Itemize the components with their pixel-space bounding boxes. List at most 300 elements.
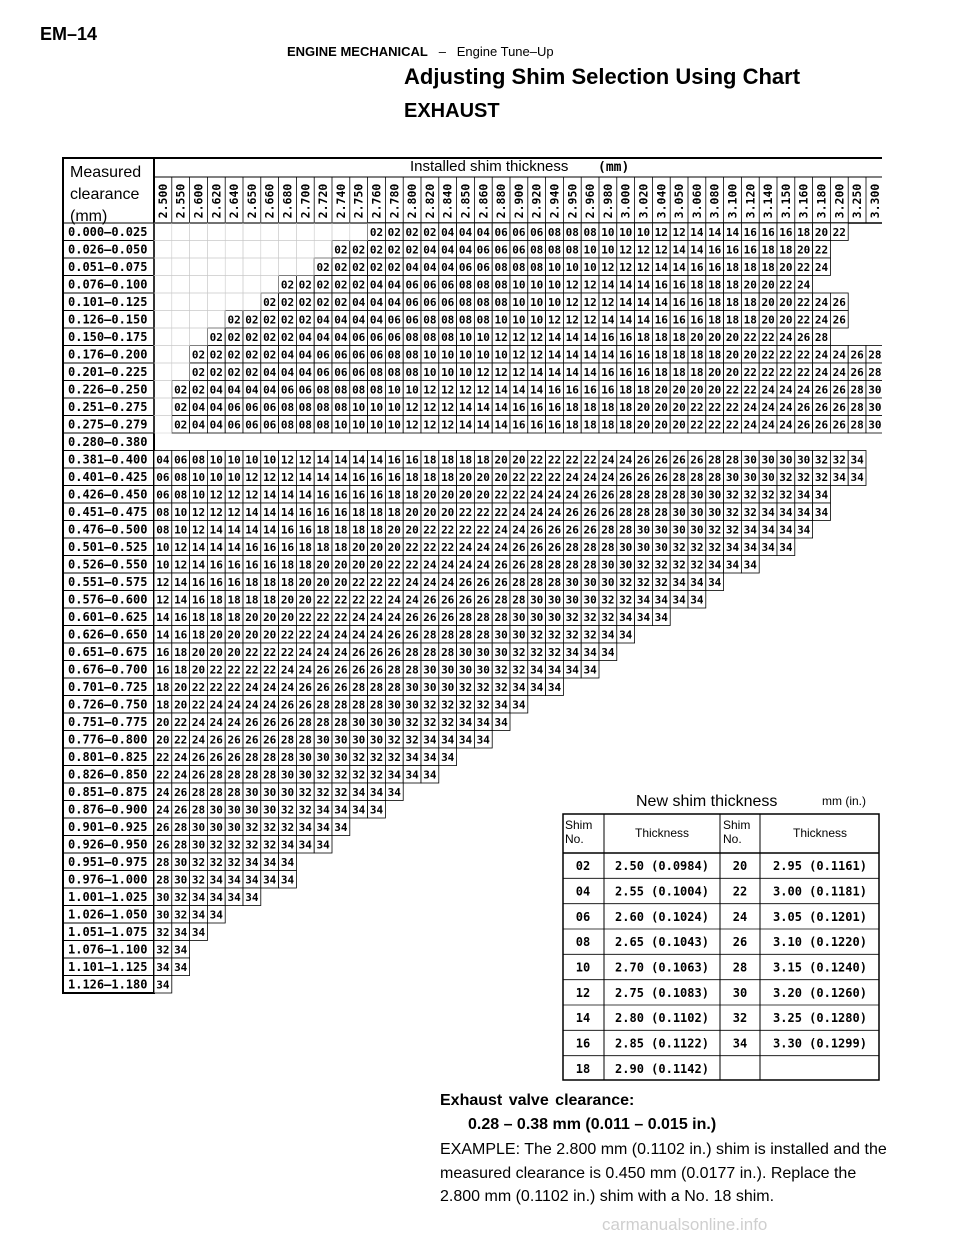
- cell-value: 22: [530, 471, 544, 484]
- cell-value: 28: [263, 751, 277, 764]
- cell-value: 18: [583, 401, 597, 414]
- cell-value: 26: [174, 786, 188, 799]
- cell-value: 12: [441, 383, 455, 397]
- cell-value: 10: [547, 296, 562, 309]
- cell-value: 14: [601, 278, 615, 292]
- cell-value: 12: [441, 401, 455, 414]
- cell-value: 10: [583, 261, 597, 274]
- cell-value: 26: [441, 611, 455, 624]
- cell-value: 26: [423, 611, 437, 624]
- cell-value: 30: [672, 506, 686, 519]
- cell-value: 28: [156, 873, 170, 887]
- empty-cell: [314, 223, 332, 241]
- row-label: 0.751–0.775: [68, 715, 148, 729]
- cell-value: 06: [316, 348, 330, 362]
- cell-value: 16: [601, 331, 615, 344]
- row-label: 0.201–0.225: [68, 365, 148, 379]
- cell-value: 32: [316, 786, 330, 799]
- cell-value: 08: [547, 226, 562, 239]
- cell-value: 16: [690, 296, 704, 309]
- cell-value: 30: [743, 453, 757, 467]
- cell-value: 24: [476, 558, 490, 572]
- cell-value: 18: [209, 611, 223, 624]
- cell-value: 32: [636, 576, 651, 589]
- cell-value: 32: [601, 611, 615, 624]
- cell-value: 30: [601, 576, 615, 589]
- cell-value: 24: [458, 558, 473, 572]
- cell-value: 22: [725, 401, 740, 414]
- cell-value: 22: [797, 366, 811, 379]
- cell-value: 20: [352, 541, 366, 554]
- cell-value: 18: [654, 348, 668, 362]
- cell-value: 32: [708, 523, 722, 537]
- cell-value: 22: [352, 593, 366, 607]
- empty-cell: [172, 258, 190, 276]
- cell-value: 14: [245, 523, 259, 537]
- cell-value: 14: [619, 313, 633, 327]
- cell-value: 18: [619, 401, 633, 414]
- cell-value: 14: [263, 523, 277, 537]
- cell-value: 14: [708, 226, 722, 239]
- cell-value: 22: [316, 593, 330, 607]
- cell-value: 34: [743, 541, 757, 554]
- cell-value: 32: [779, 471, 793, 484]
- cell-value: 02: [227, 348, 241, 362]
- cell-value: 10: [565, 261, 579, 274]
- cell-value: 12: [191, 523, 206, 537]
- cell-value: 16: [334, 488, 348, 502]
- cell-value: 28: [601, 541, 615, 554]
- cell-value: 28: [352, 681, 366, 694]
- cell-value: 22: [387, 558, 401, 572]
- cell-value: 32: [441, 716, 455, 729]
- row-label: 0.551–0.575: [68, 575, 148, 589]
- cell-value: 28: [245, 768, 259, 782]
- cell-value: 12: [245, 471, 259, 484]
- row-label: 0.150–0.175: [68, 330, 148, 344]
- cell-value: 04: [298, 348, 312, 362]
- cell-value: 14: [530, 383, 544, 397]
- cell-value: 34: [387, 768, 401, 782]
- cell-value: 14: [458, 401, 473, 414]
- cell-value: 28: [619, 488, 633, 502]
- cell-value: 26: [832, 418, 846, 432]
- row-label: 0.701–0.725: [68, 680, 148, 694]
- cell-value: 34: [156, 978, 170, 992]
- cell-value: 28: [494, 611, 508, 624]
- empty-cell: [154, 311, 172, 329]
- cell-value: 22: [174, 733, 188, 747]
- cell-value: 08: [565, 243, 579, 257]
- empty-cell: [172, 276, 190, 294]
- cell-value: 24: [423, 576, 437, 589]
- column-label: 3.250: [850, 183, 865, 219]
- cell-value: 04: [441, 226, 455, 239]
- row-label: 0.776–0.800: [68, 732, 148, 747]
- cell-value: 28: [423, 646, 437, 659]
- cell-value: 22: [316, 611, 330, 624]
- cell-value: 14: [530, 366, 544, 379]
- cell-value: 16: [209, 558, 223, 572]
- empty-cell: [332, 223, 350, 241]
- cell-value: 26: [263, 733, 277, 747]
- cell-value: 22: [423, 541, 437, 554]
- page-subtitle: EXHAUST: [404, 100, 500, 122]
- cell-value: 08: [458, 313, 473, 327]
- cell-value: 16: [672, 278, 686, 292]
- cell-value: 32: [708, 541, 722, 554]
- cell-value: 28: [369, 698, 384, 712]
- cell-value: 18: [423, 453, 437, 467]
- cell-value: 24: [405, 576, 419, 589]
- column-label: 2.600: [191, 183, 206, 219]
- cell-value: 20: [690, 383, 704, 397]
- cell-value: 34: [245, 856, 259, 869]
- cell-value: 30: [761, 453, 775, 467]
- cell-value: 18: [316, 541, 330, 554]
- cell-value: 08: [280, 418, 295, 432]
- cell-value: 14: [476, 401, 490, 414]
- empty-cell: [154, 363, 172, 381]
- cell-value: 20: [387, 541, 401, 554]
- cell-value: 14: [583, 366, 597, 379]
- cell-value: 32: [654, 558, 668, 572]
- column-label: 3.140: [761, 183, 776, 219]
- cell-value: 16: [352, 471, 366, 484]
- cell-value: 16: [779, 226, 793, 239]
- column-label: 2.900: [511, 183, 526, 219]
- empty-cell: [172, 293, 190, 311]
- empty-cell: [154, 258, 172, 276]
- cell-value: 16: [156, 663, 170, 677]
- cell-value: 14: [565, 348, 579, 362]
- cell-value: 16: [369, 471, 384, 484]
- cell-value: 14: [601, 313, 615, 327]
- cell-value: 30: [601, 558, 615, 572]
- cell-value: 08: [369, 366, 384, 379]
- cell-value: 26: [619, 471, 633, 484]
- cell-value: 32: [174, 891, 188, 904]
- cell-value: 22: [298, 628, 312, 642]
- cell-value: 34: [476, 716, 490, 729]
- row-label: 1.026–1.050: [68, 907, 148, 922]
- cell-value: 20: [779, 261, 793, 274]
- cell-value: 32: [423, 716, 437, 729]
- cell-value: 06: [512, 226, 526, 239]
- cell-value: 28: [601, 523, 615, 537]
- cell-value: 34: [654, 593, 668, 607]
- cell-value: 14: [690, 243, 704, 257]
- row-label: 0.601–0.625: [68, 610, 148, 624]
- cell-value: 30: [654, 523, 668, 537]
- cell-value: 10: [174, 506, 188, 519]
- cell-value: 24: [547, 506, 562, 519]
- watermark: carmanualsonline.info: [602, 1215, 768, 1234]
- cell-value: 18: [797, 226, 811, 239]
- cell-value: 32: [725, 488, 740, 502]
- column-label: 2.640: [227, 183, 242, 219]
- cell-value: 18: [743, 261, 757, 274]
- cell-value: 10: [530, 278, 544, 292]
- cell-value: 16: [761, 226, 775, 239]
- cell-value: 16: [263, 558, 277, 572]
- cell-value: 04: [334, 331, 348, 344]
- row-label: 0.826–0.850: [68, 767, 148, 782]
- cell-value: 04: [227, 383, 241, 397]
- empty-cell: [243, 223, 261, 241]
- cell-value: 16: [245, 558, 259, 572]
- cell-value: 02: [245, 331, 259, 344]
- cell-value: 28: [814, 331, 829, 344]
- cell-value: 14: [654, 296, 668, 309]
- column-label: 3.020: [636, 183, 651, 219]
- cell-value: 32: [298, 803, 312, 817]
- cell-value: 04: [387, 278, 401, 292]
- cell-value: 34: [814, 488, 829, 502]
- cell-value: 34: [512, 698, 526, 712]
- cell-value: 10: [476, 348, 490, 362]
- shim-thickness: 3.15 (0.1240): [773, 960, 867, 975]
- cell-value: 34: [725, 558, 740, 572]
- empty-cell: [154, 381, 172, 399]
- cell-value: 22: [334, 611, 348, 624]
- cell-value: 08: [405, 348, 419, 362]
- cell-value: 30: [156, 908, 170, 922]
- chart-column-axis-unit: (mm): [598, 160, 630, 175]
- column-label: 2.680: [280, 183, 295, 219]
- cell-value: 32: [743, 506, 757, 519]
- cell-value: 20: [512, 453, 526, 467]
- cell-value: 24: [334, 646, 348, 659]
- cell-value: 10: [423, 366, 437, 379]
- cell-value: 04: [476, 226, 490, 239]
- cell-value: 30: [868, 401, 882, 414]
- cell-value: 26: [334, 681, 348, 694]
- cell-value: 32: [316, 768, 330, 782]
- cell-value: 30: [227, 803, 241, 817]
- cell-value: 24: [227, 698, 241, 712]
- column-label: 3.160: [796, 183, 811, 219]
- cell-value: 18: [725, 313, 740, 327]
- cell-value: 02: [334, 243, 348, 257]
- cell-value: 22: [779, 366, 793, 379]
- cell-value: 16: [547, 418, 562, 432]
- cell-value: 18: [690, 278, 704, 292]
- cell-value: 30: [458, 663, 473, 677]
- cell-value: 12: [298, 453, 312, 467]
- cell-value: 22: [761, 366, 775, 379]
- cell-value: 18: [191, 611, 206, 624]
- cell-value: 14: [565, 331, 579, 344]
- cell-value: 28: [423, 628, 437, 642]
- cell-value: 28: [209, 786, 223, 799]
- cell-value: 30: [725, 471, 740, 484]
- shim-number: 20: [732, 859, 748, 874]
- cell-value: 20: [743, 278, 757, 292]
- cell-value: 18: [227, 593, 241, 607]
- cell-value: 16: [636, 348, 651, 362]
- cell-value: 24: [441, 558, 455, 572]
- cell-value: 18: [565, 401, 579, 414]
- cell-value: 26: [458, 593, 473, 607]
- cell-value: 26: [476, 576, 490, 589]
- row-label: 0.426–0.450: [68, 487, 148, 502]
- row-label: 0.226–0.250: [68, 382, 148, 397]
- cell-value: 32: [725, 523, 740, 537]
- cell-value: 12: [530, 331, 544, 344]
- cell-value: 12: [245, 488, 259, 502]
- cell-value: 18: [601, 418, 615, 432]
- cell-value: 10: [512, 313, 526, 327]
- cell-value: 02: [280, 278, 295, 292]
- cell-value: 06: [423, 278, 437, 292]
- cell-value: 20: [672, 383, 686, 397]
- cell-value: 22: [263, 663, 277, 677]
- cell-value: 26: [191, 751, 206, 764]
- cell-value: 32: [263, 821, 277, 834]
- cell-value: 18: [209, 593, 223, 607]
- cell-value: 22: [441, 523, 455, 537]
- cell-value: 26: [636, 471, 651, 484]
- cell-value: 22: [227, 681, 241, 694]
- row-label: 0.726–0.750: [68, 697, 148, 712]
- column-label: 2.720: [316, 183, 331, 219]
- cell-value: 30: [672, 523, 686, 537]
- cell-value: 24: [494, 541, 508, 554]
- cell-value: 04: [369, 278, 384, 292]
- cell-value: 22: [245, 663, 259, 677]
- cell-value: 04: [423, 261, 437, 274]
- cell-value: 14: [476, 418, 490, 432]
- cell-value: 08: [494, 278, 508, 292]
- cell-value: 18: [423, 471, 437, 484]
- cell-value: 34: [174, 926, 188, 939]
- cell-value: 24: [832, 366, 846, 379]
- cell-value: 20: [494, 471, 508, 484]
- cell-value: 10: [352, 418, 366, 432]
- cell-value: 12: [636, 243, 651, 257]
- cell-value: 02: [245, 366, 259, 379]
- cell-value: 16: [725, 243, 740, 257]
- row-label: 1.076–1.100: [68, 942, 148, 957]
- cell-value: 32: [636, 558, 651, 572]
- spec-value: 0.28 – 0.38 mm (0.011 – 0.015 in.): [468, 1116, 717, 1133]
- cell-value: 08: [530, 261, 544, 274]
- cell-value: 30: [441, 681, 455, 694]
- chart-row-axis-label: Measured clearance (mm): [70, 164, 142, 225]
- cell-value: 24: [245, 681, 259, 694]
- column-label: 2.980: [600, 183, 615, 219]
- cell-value: 12: [494, 331, 508, 344]
- cell-value: 08: [369, 383, 384, 397]
- cell-value: 16: [156, 646, 170, 659]
- empty-cell: [296, 258, 314, 276]
- cell-value: 08: [423, 313, 437, 327]
- shim-number: 16: [575, 1036, 591, 1051]
- cell-value: 14: [298, 471, 312, 484]
- cell-value: 16: [547, 401, 562, 414]
- empty-cell: [154, 416, 172, 434]
- cell-value: 04: [209, 383, 223, 397]
- cell-value: 20: [174, 698, 188, 712]
- cell-value: 22: [690, 418, 704, 432]
- cell-value: 20: [654, 383, 668, 397]
- cell-value: 24: [797, 278, 811, 292]
- cell-value: 18: [725, 278, 740, 292]
- cell-value: 24: [779, 331, 793, 344]
- cell-value: 28: [405, 646, 419, 659]
- cell-value: 34: [565, 646, 579, 659]
- cell-value: 32: [547, 646, 562, 659]
- cell-value: 08: [494, 296, 508, 309]
- cell-value: 14: [263, 506, 277, 519]
- cell-value: 30: [547, 611, 562, 624]
- cell-value: 14: [619, 278, 633, 292]
- cell-value: 14: [458, 418, 473, 432]
- cell-value: 02: [280, 296, 295, 309]
- cell-value: 14: [191, 558, 206, 572]
- cell-value: 28: [387, 663, 401, 677]
- cell-value: 02: [369, 226, 384, 239]
- cell-value: 04: [280, 366, 295, 379]
- cell-value: 16: [191, 593, 206, 607]
- empty-cell: [190, 258, 208, 276]
- cell-value: 28: [868, 366, 882, 379]
- cell-value: 26: [280, 716, 295, 729]
- cell-value: 02: [245, 348, 259, 362]
- cell-value: 32: [352, 768, 366, 782]
- cell-value: 26: [583, 506, 597, 519]
- cell-value: 06: [405, 313, 419, 327]
- empty-cell: [190, 276, 208, 294]
- cell-value: 30: [761, 471, 775, 484]
- cell-value: 34: [725, 541, 740, 554]
- cell-value: 08: [298, 418, 312, 432]
- row-label: 1.001–1.025: [68, 890, 148, 904]
- cell-value: 34: [797, 506, 811, 519]
- cell-value: 20: [672, 401, 686, 414]
- cell-value: 18: [369, 523, 384, 537]
- cell-value: 34: [441, 733, 455, 747]
- cell-value: 26: [405, 628, 419, 642]
- cell-value: 18: [672, 348, 686, 362]
- cell-value: 06: [369, 331, 384, 344]
- cell-value: 26: [530, 541, 544, 554]
- cell-value: 18: [690, 348, 704, 362]
- cell-value: 18: [156, 698, 170, 712]
- cell-value: 32: [458, 698, 473, 712]
- cell-value: 02: [298, 313, 312, 327]
- cell-value: 02: [423, 226, 437, 239]
- cell-value: 28: [174, 838, 188, 852]
- cell-value: 28: [850, 401, 864, 414]
- cell-value: 34: [316, 838, 330, 852]
- cell-value: 32: [405, 716, 419, 729]
- cell-value: 30: [298, 751, 312, 764]
- cell-value: 22: [352, 576, 366, 589]
- cell-value: 34: [298, 838, 312, 852]
- empty-cell: [190, 223, 208, 241]
- cell-value: 30: [708, 488, 722, 502]
- shim-thickness: 2.65 (0.1043): [615, 935, 709, 950]
- cell-value: 30: [405, 698, 419, 712]
- cell-value: 12: [476, 383, 490, 397]
- cell-value: 28: [619, 523, 633, 537]
- row-label: 0.651–0.675: [68, 645, 148, 659]
- cell-value: 30: [476, 646, 490, 659]
- empty-cell: [261, 276, 279, 294]
- column-label: 3.000: [618, 183, 633, 219]
